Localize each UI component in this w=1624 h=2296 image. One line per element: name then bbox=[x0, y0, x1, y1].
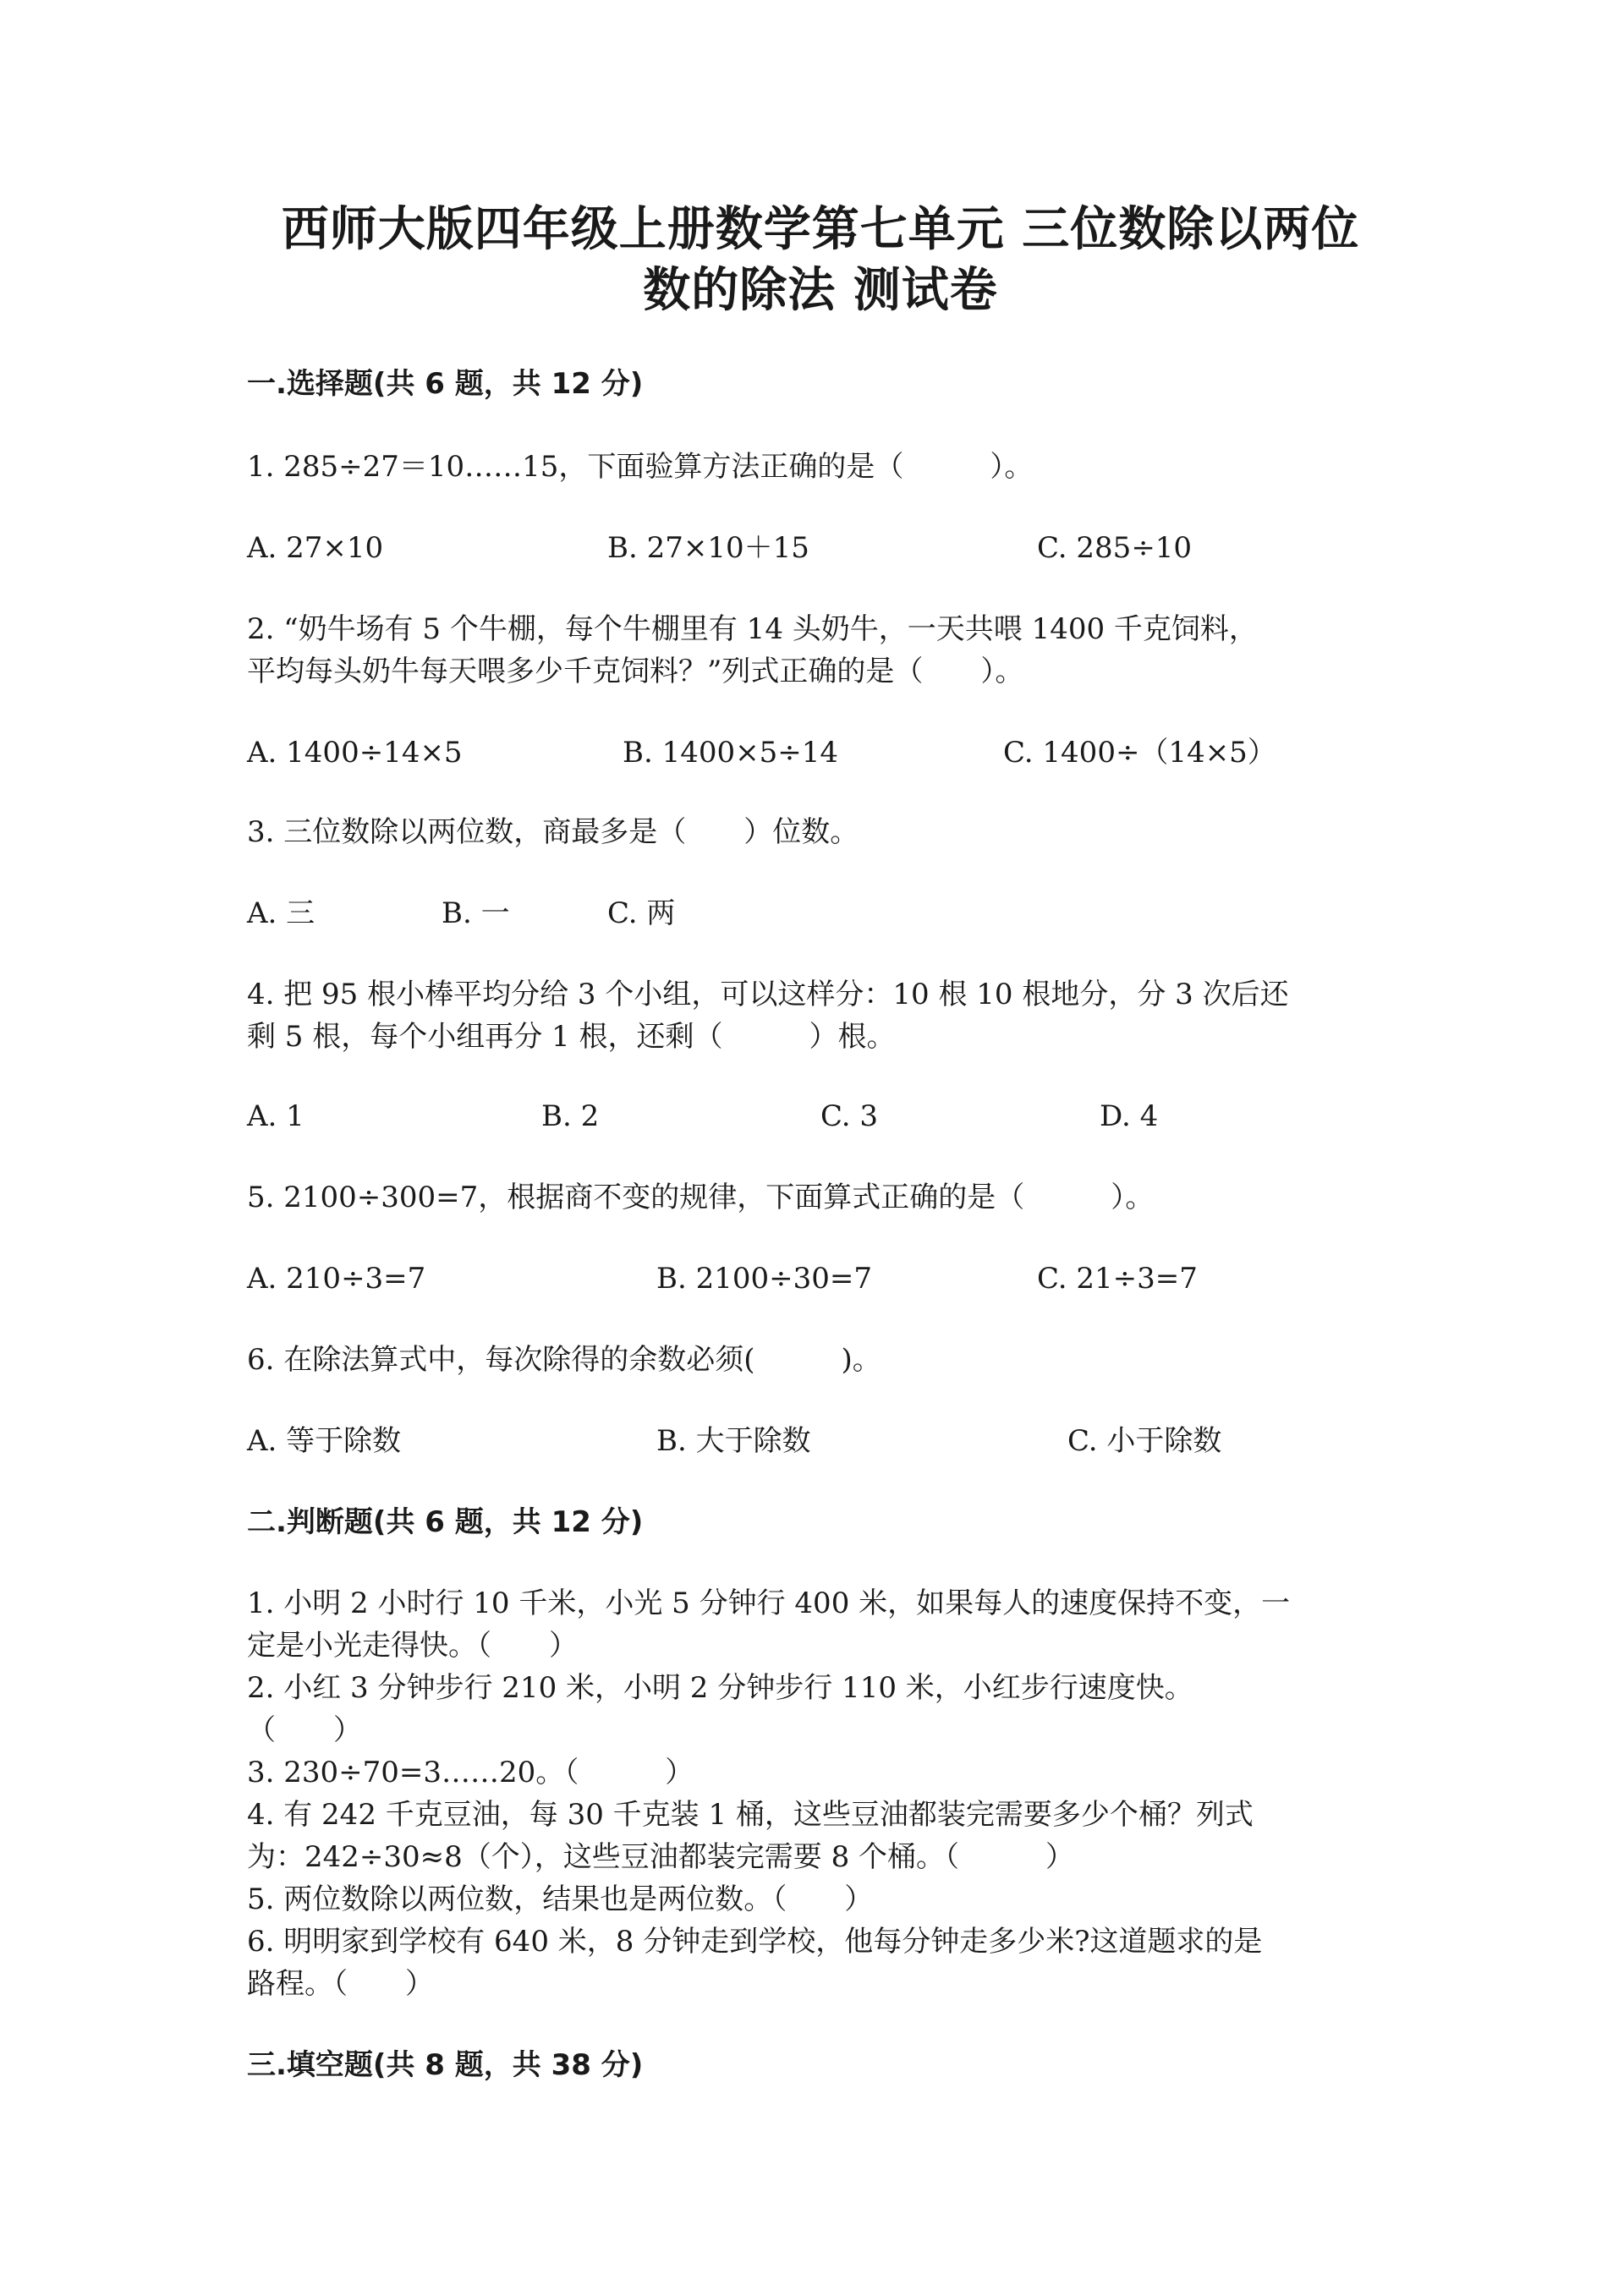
question-2-option-a: A. 1400÷14×5 bbox=[247, 736, 463, 770]
question-5-text: 5. 2100÷300=7，根据商不变的规律，下面算式正确的是（ ）。 bbox=[247, 1181, 1155, 1214]
judgement-line-2: 定是小光走得快。（ ） bbox=[247, 1629, 578, 1663]
question-4-option-b: B. 2 bbox=[541, 1099, 600, 1133]
judgement-line-8: 5. 两位数除以两位数，结果也是两位数。（ ） bbox=[247, 1882, 874, 1916]
question-4-text-line-2: 剩 5 根，每个小组再分 1 根，还剩（ ）根。 bbox=[247, 1020, 896, 1054]
question-4-text-line-1: 4. 把 95 根小棒平均分给 3 个小组，可以这样分：10 根 10 根地分，分 3 次后还 bbox=[247, 978, 1289, 1011]
question-6-option-c: C. 小于除数 bbox=[1067, 1424, 1222, 1458]
judgement-line-1: 1. 小明 2 小时行 10 千米，小光 5 分钟行 400 米，如果每人的速度保持不变，一 bbox=[247, 1586, 1291, 1620]
question-2-option-b: B. 1400×5÷14 bbox=[623, 736, 838, 770]
question-6-option-a: A. 等于除数 bbox=[247, 1424, 402, 1458]
question-3-text: 3. 三位数除以两位数，商最多是（ ）位数。 bbox=[247, 815, 859, 849]
page-title-line-2: 数的除法 测试卷 bbox=[643, 263, 998, 318]
question-1-option-c: C. 285÷10 bbox=[1037, 531, 1193, 565]
judgement-line-10: 路程。（ ） bbox=[247, 1967, 434, 2001]
question-1-option-a: A. 27×10 bbox=[247, 531, 384, 565]
judgement-line-4: （ ） bbox=[247, 1713, 362, 1747]
question-6-text: 6. 在除法算式中，每次除得的余数必须( )。 bbox=[247, 1343, 881, 1377]
page-title-line-1: 西师大版四年级上册数学第七单元 三位数除以两位 bbox=[281, 202, 1360, 257]
question-3-option-a: A. 三 bbox=[247, 896, 315, 930]
question-3-option-b: B. 一 bbox=[442, 896, 510, 930]
question-1-text: 1. 285÷27＝10……15，下面验算方法正确的是（ ）。 bbox=[247, 450, 1034, 484]
question-1-option-b: B. 27×10＋15 bbox=[607, 531, 809, 565]
question-5-option-a: A. 210÷3=7 bbox=[247, 1262, 426, 1296]
section-heading-judgement: 二.判断题(共 6 题，共 12 分) bbox=[247, 1505, 644, 1539]
question-2-option-c: C. 1400÷（14×5） bbox=[1003, 736, 1276, 770]
judgement-line-9: 6. 明明家到学校有 640 米，8 分钟走到学校，他每分钟走多少米?这道题求的是 bbox=[247, 1925, 1263, 1959]
question-2-text-line-1: 2. “奶牛场有 5 个牛棚，每个牛棚里有 14 头奶牛，一天共喂 1400 千克饲料， bbox=[247, 612, 1258, 646]
judgement-line-7: 为：242÷30≈8（个），这些豆油都装完需要 8 个桶。（ ） bbox=[247, 1840, 1075, 1874]
judgement-line-5: 3. 230÷70=3……20。（ ） bbox=[247, 1756, 694, 1789]
judgement-line-6: 4. 有 242 千克豆油，每 30 千克装 1 桶，这些豆油都装完需要多少个桶？列式 bbox=[247, 1798, 1254, 1832]
question-4-option-c: C. 3 bbox=[820, 1099, 879, 1133]
question-4-option-d: D. 4 bbox=[1100, 1099, 1159, 1133]
judgement-line-3: 2. 小红 3 分钟步行 210 米，小明 2 分钟步行 110 米，小红步行速度快。 bbox=[247, 1671, 1193, 1705]
question-2-text-line-2: 平均每头奶牛每天喂多少千克饲料？”列式正确的是（ ）。 bbox=[247, 655, 1024, 688]
section-heading-choice: 一.选择题(共 6 题，共 12 分) bbox=[247, 367, 644, 401]
question-3-option-c: C. 两 bbox=[607, 896, 676, 930]
question-5-option-c: C. 21÷3=7 bbox=[1037, 1262, 1198, 1296]
question-4-option-a: A. 1 bbox=[247, 1099, 304, 1133]
question-5-option-b: B. 2100÷30=7 bbox=[656, 1262, 872, 1296]
question-6-option-b: B. 大于除数 bbox=[656, 1424, 811, 1458]
section-heading-fill-blank: 三.填空题(共 8 题，共 38 分) bbox=[247, 2048, 644, 2082]
